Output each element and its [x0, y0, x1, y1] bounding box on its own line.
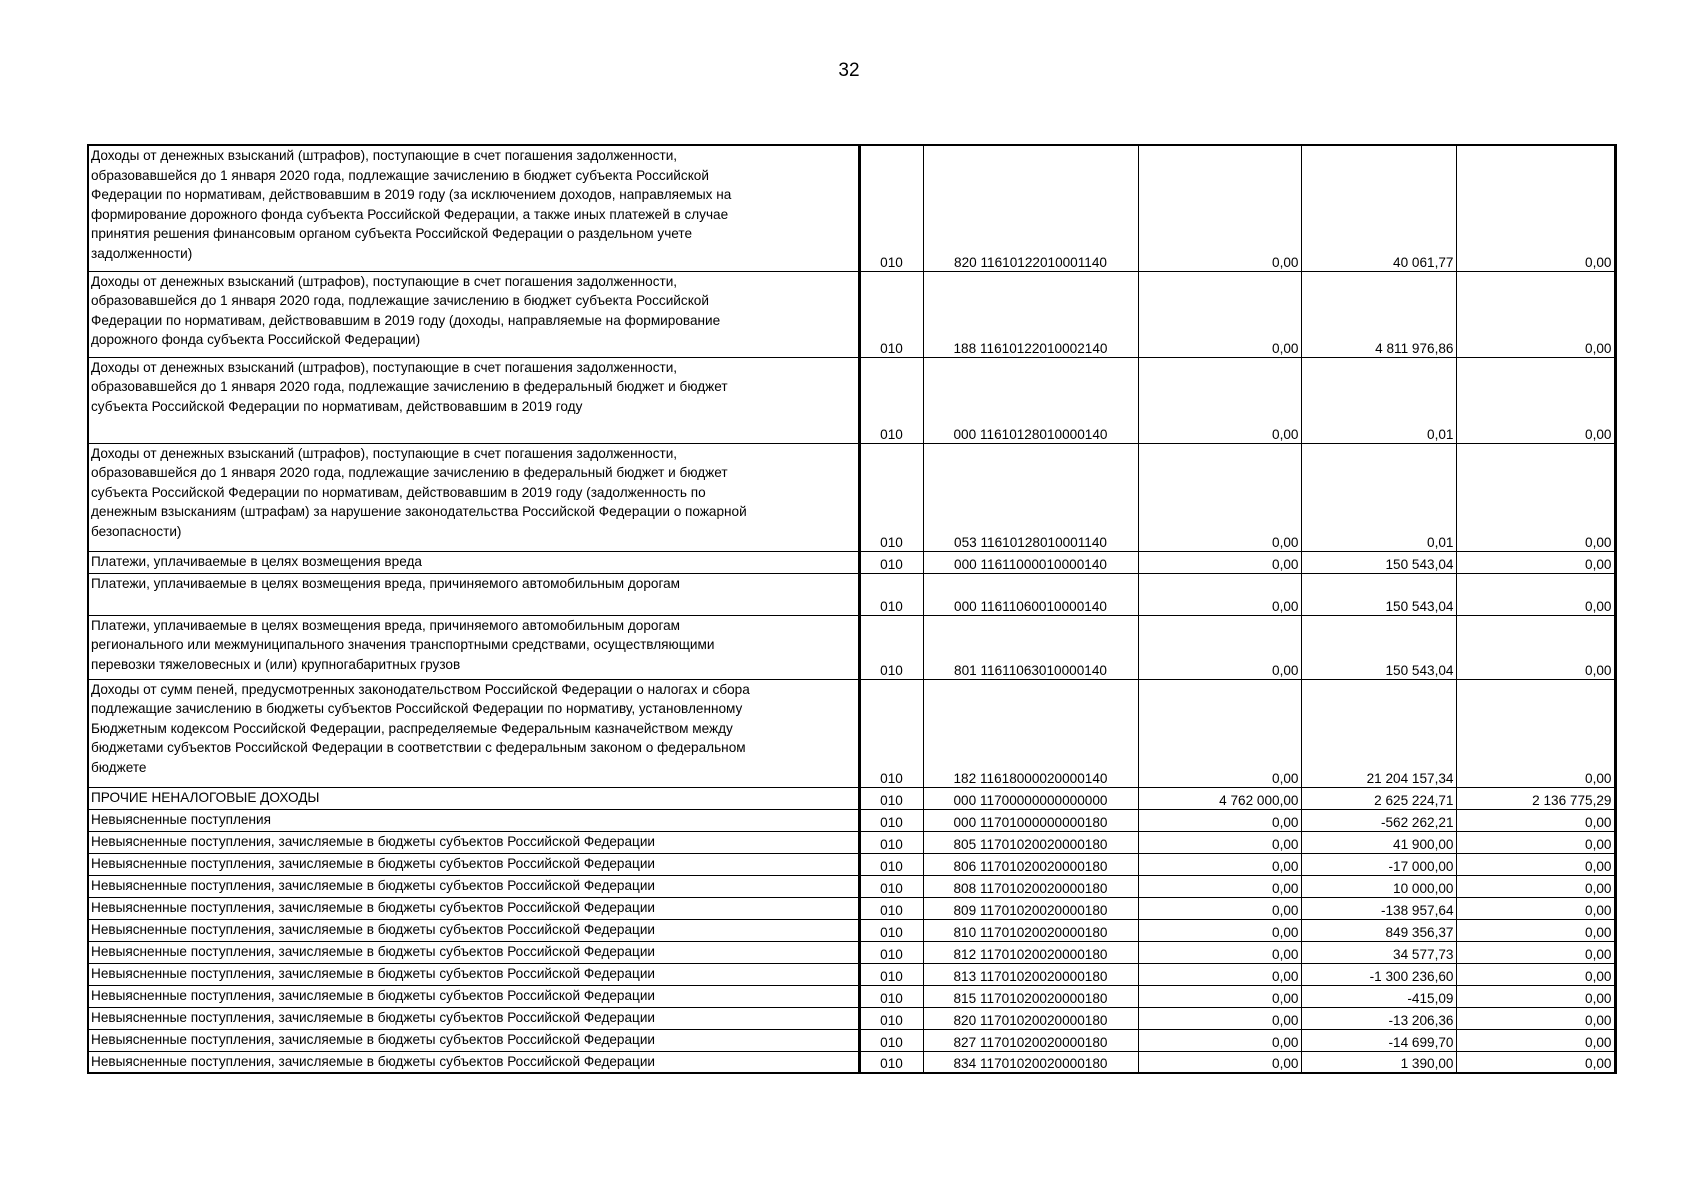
row-line-code: 010 — [859, 357, 923, 443]
description-line: регионального или межмуниципального значения транспортными средствами, осуществляющими — [91, 637, 715, 653]
table-row — [88, 919, 1615, 941]
table-row — [88, 443, 1615, 551]
row-approved-value: 0,00 — [1138, 809, 1301, 831]
row-revenue-code: 801 11611063010000140 — [923, 615, 1138, 679]
row-approved-value: 0,00 — [1138, 919, 1301, 941]
row-description — [88, 853, 859, 875]
row-approved-value: 0,00 — [1138, 875, 1301, 897]
table-row — [88, 357, 1615, 443]
row-revenue-code: 810 11701020020000180 — [923, 919, 1138, 941]
table-row — [88, 679, 1615, 787]
row-line-code: 010 — [859, 615, 923, 679]
row-unexecuted-value: 0,00 — [1456, 145, 1615, 271]
row-approved-value: 0,00 — [1138, 941, 1301, 963]
row-line-code: 010 — [859, 963, 923, 985]
description-line: задолженности) — [91, 245, 193, 261]
table-body — [88, 145, 1615, 1073]
row-line-code: 010 — [859, 809, 923, 831]
row-executed-value: 1 390,00 — [1301, 1051, 1456, 1073]
description-line: Доходы от денежных взысканий (штрафов), поступающие в счет погашения задолженности, — [91, 273, 678, 289]
row-revenue-code: 182 11618000020000140 — [923, 679, 1138, 787]
table-row — [88, 985, 1615, 1007]
table-row — [88, 897, 1615, 919]
row-line-code: 010 — [859, 573, 923, 615]
row-description — [88, 809, 859, 831]
row-revenue-code: 827 11701020020000180 — [923, 1029, 1138, 1051]
row-executed-value: -1 300 236,60 — [1301, 963, 1456, 985]
description-line: дорожного фонда субъекта Российской Федерации) — [91, 332, 421, 348]
row-revenue-code: 805 11701020020000180 — [923, 831, 1138, 853]
table-row — [88, 551, 1615, 573]
row-executed-value: 34 577,73 — [1301, 941, 1456, 963]
description-line: образовавшейся до 1 января 2020 года, подлежащие зачислению в бюджет субъекта Российской — [91, 293, 709, 309]
row-executed-value: 40 061,77 — [1301, 145, 1456, 271]
row-executed-value: -415,09 — [1301, 985, 1456, 1007]
description-line: бюджетами субъектов Российской Федерации в соответствии с федеральным законом о федеральном — [91, 740, 746, 756]
row-approved-value: 0,00 — [1138, 831, 1301, 853]
row-unexecuted-value: 0,00 — [1456, 1007, 1615, 1029]
description-line: безопасности) — [91, 523, 182, 539]
description-line: Невыясненные поступления, зачисляемые в бюджеты субъектов Российской Федерации — [91, 877, 656, 893]
row-line-code: 010 — [859, 551, 923, 573]
row-line-code: 010 — [859, 831, 923, 853]
row-unexecuted-value: 0,00 — [1456, 809, 1615, 831]
row-line-code: 010 — [859, 941, 923, 963]
row-approved-value: 0,00 — [1138, 271, 1301, 357]
row-approved-value: 0,00 — [1138, 551, 1301, 573]
description-line: Федерации по нормативам, действовавшим в 2019 году (за исключением доходов, направляемых на — [91, 187, 732, 203]
row-unexecuted-value: 0,00 — [1456, 853, 1615, 875]
row-executed-value: -562 262,21 — [1301, 809, 1456, 831]
row-description — [88, 271, 859, 357]
description-line: Невыясненные поступления, зачисляемые в бюджеты субъектов Российской Федерации — [91, 855, 656, 871]
table-row — [88, 787, 1615, 809]
row-revenue-code: 806 11701020020000180 — [923, 853, 1138, 875]
table-row — [88, 831, 1615, 853]
description-line: Доходы от денежных взысканий (штрафов), поступающие в счет погашения задолженности, — [91, 445, 678, 461]
row-line-code: 010 — [859, 1051, 923, 1073]
row-line-code: 010 — [859, 853, 923, 875]
row-approved-value: 0,00 — [1138, 679, 1301, 787]
row-unexecuted-value: 0,00 — [1456, 1051, 1615, 1073]
table-row — [88, 1029, 1615, 1051]
table-row — [88, 1007, 1615, 1029]
row-executed-value: 10 000,00 — [1301, 875, 1456, 897]
row-description — [88, 985, 859, 1007]
row-revenue-code: 000 11700000000000000 — [923, 787, 1138, 809]
row-line-code: 010 — [859, 443, 923, 551]
row-executed-value: 21 204 157,34 — [1301, 679, 1456, 787]
row-line-code: 010 — [859, 271, 923, 357]
row-executed-value: -17 000,00 — [1301, 853, 1456, 875]
row-approved-value: 0,00 — [1138, 853, 1301, 875]
description-line: Невыясненные поступления — [91, 811, 271, 827]
row-description — [88, 615, 859, 679]
row-line-code: 010 — [859, 145, 923, 271]
table-row — [88, 615, 1615, 679]
row-unexecuted-value: 0,00 — [1456, 357, 1615, 443]
description-line: Бюджетным кодексом Российской Федерации, распределяемые Федеральным казначейством между — [91, 720, 733, 736]
row-description — [88, 551, 859, 573]
row-description — [88, 831, 859, 853]
row-description — [88, 1029, 859, 1051]
row-revenue-code: 815 11701020020000180 — [923, 985, 1138, 1007]
table-row — [88, 573, 1615, 615]
row-revenue-code: 820 11610122010001140 — [923, 145, 1138, 271]
description-line: Доходы от денежных взысканий (штрафов), поступающие в счет погашения задолженности, — [91, 359, 678, 375]
table-row — [88, 809, 1615, 831]
row-line-code: 010 — [859, 1007, 923, 1029]
description-line: ПРОЧИЕ НЕНАЛОГОВЫЕ ДОХОДЫ — [91, 789, 320, 805]
row-executed-value: 849 356,37 — [1301, 919, 1456, 941]
row-revenue-code: 053 11610128010001140 — [923, 443, 1138, 551]
description-line: Федерации по нормативам, действовавшим в 2019 году (доходы, направляемые на формирование — [91, 312, 721, 328]
table-row — [88, 853, 1615, 875]
description-line: денежным взысканиям (штрафам) за нарушение законодательства Российской Федерации о пожарной — [91, 504, 747, 520]
row-revenue-code: 000 11611000010000140 — [923, 551, 1138, 573]
row-revenue-code: 000 11611060010000140 — [923, 573, 1138, 615]
description-line: формирование дорожного фонда субъекта Российской Федерации, а также иных платежей в случае — [91, 206, 729, 222]
description-line: образовавшейся до 1 января 2020 года, подлежащие зачислению в бюджет субъекта Российской — [91, 167, 709, 183]
description-line: Доходы от сумм пеней, предусмотренных законодательством Российской Федерации о налогах и сбора — [91, 681, 750, 697]
description-line: субъекта Российской Федерации по нормативам, действовавшим в 2019 году — [91, 398, 583, 414]
description-line: Невыясненные поступления, зачисляемые в бюджеты субъектов Российской Федерации — [91, 1031, 656, 1047]
row-unexecuted-value: 2 136 775,29 — [1456, 787, 1615, 809]
row-executed-value: 4 811 976,86 — [1301, 271, 1456, 357]
row-description — [88, 145, 859, 271]
row-revenue-code: 000 11610128010000140 — [923, 357, 1138, 443]
row-executed-value: 0,01 — [1301, 443, 1456, 551]
description-line: Невыясненные поступления, зачисляемые в бюджеты субъектов Российской Федерации — [91, 833, 656, 849]
row-unexecuted-value: 0,00 — [1456, 985, 1615, 1007]
description-line: Невыясненные поступления, зачисляемые в бюджеты субъектов Российской Федерации — [91, 965, 656, 981]
row-approved-value: 0,00 — [1138, 443, 1301, 551]
row-unexecuted-value: 0,00 — [1456, 875, 1615, 897]
description-line: Платежи, уплачиваемые в целях возмещения вреда, причиняемого автомобильным дорогам — [91, 575, 681, 591]
row-approved-value: 4 762 000,00 — [1138, 787, 1301, 809]
table-row — [88, 941, 1615, 963]
row-description — [88, 941, 859, 963]
row-executed-value: -138 957,64 — [1301, 897, 1456, 919]
row-line-code: 010 — [859, 679, 923, 787]
row-unexecuted-value: 0,00 — [1456, 615, 1615, 679]
row-revenue-code: 809 11701020020000180 — [923, 897, 1138, 919]
row-description — [88, 875, 859, 897]
row-revenue-code: 808 11701020020000180 — [923, 875, 1138, 897]
row-approved-value: 0,00 — [1138, 573, 1301, 615]
row-unexecuted-value: 0,00 — [1456, 573, 1615, 615]
description-line: Невыясненные поступления, зачисляемые в бюджеты субъектов Российской Федерации — [91, 987, 656, 1003]
row-description — [88, 897, 859, 919]
row-description — [88, 679, 859, 787]
table-row — [88, 271, 1615, 357]
row-executed-value: 0,01 — [1301, 357, 1456, 443]
row-unexecuted-value: 0,00 — [1456, 271, 1615, 357]
row-executed-value: 150 543,04 — [1301, 551, 1456, 573]
row-unexecuted-value: 0,00 — [1456, 919, 1615, 941]
row-description — [88, 1051, 859, 1073]
row-line-code: 010 — [859, 787, 923, 809]
row-approved-value: 0,00 — [1138, 1007, 1301, 1029]
description-line: образовавшейся до 1 января 2020 года, подлежащие зачислению в федеральный бюджет и бюджет — [91, 379, 728, 395]
description-line: Невыясненные поступления, зачисляемые в бюджеты субъектов Российской Федерации — [91, 921, 656, 937]
row-description — [88, 1007, 859, 1029]
row-unexecuted-value: 0,00 — [1456, 551, 1615, 573]
description-line: принятия решения финансовым органом субъекта Российской Федерации о раздельном учете — [91, 226, 693, 242]
row-executed-value: 150 543,04 — [1301, 573, 1456, 615]
description-line: подлежащие зачислению в бюджеты субъектов Российской Федерации по нормативу, установленному — [91, 701, 743, 717]
row-unexecuted-value: 0,00 — [1456, 941, 1615, 963]
description-line: субъекта Российской Федерации по нормативам, действовавшим в 2019 году (задолженность по — [91, 484, 706, 500]
row-revenue-code: 812 11701020020000180 — [923, 941, 1138, 963]
description-line: Невыясненные поступления, зачисляемые в бюджеты субъектов Российской Федерации — [91, 943, 656, 959]
description-line: образовавшейся до 1 января 2020 года, подлежащие зачислению в федеральный бюджет и бюджет — [91, 465, 728, 481]
row-unexecuted-value: 0,00 — [1456, 963, 1615, 985]
description-line: Невыясненные поступления, зачисляемые в бюджеты субъектов Российской Федерации — [91, 1053, 656, 1069]
row-description — [88, 443, 859, 551]
row-unexecuted-value: 0,00 — [1456, 443, 1615, 551]
row-description — [88, 919, 859, 941]
description-line: перевозки тяжеловесных и (или) крупногабаритных грузов — [91, 656, 461, 672]
row-description — [88, 963, 859, 985]
row-approved-value: 0,00 — [1138, 145, 1301, 271]
row-executed-value: 150 543,04 — [1301, 615, 1456, 679]
row-line-code: 010 — [859, 875, 923, 897]
row-line-code: 010 — [859, 897, 923, 919]
row-unexecuted-value: 0,00 — [1456, 679, 1615, 787]
row-executed-value: 41 900,00 — [1301, 831, 1456, 853]
row-revenue-code: 813 11701020020000180 — [923, 963, 1138, 985]
table-row — [88, 145, 1615, 271]
row-line-code: 010 — [859, 919, 923, 941]
table-row — [88, 963, 1615, 985]
row-approved-value: 0,00 — [1138, 615, 1301, 679]
row-approved-value: 0,00 — [1138, 897, 1301, 919]
row-unexecuted-value: 0,00 — [1456, 831, 1615, 853]
row-line-code: 010 — [859, 985, 923, 1007]
row-approved-value: 0,00 — [1138, 985, 1301, 1007]
row-description — [88, 357, 859, 443]
row-executed-value: -14 699,70 — [1301, 1029, 1456, 1051]
row-executed-value: -13 206,36 — [1301, 1007, 1456, 1029]
row-unexecuted-value: 0,00 — [1456, 1029, 1615, 1051]
description-line: Доходы от денежных взысканий (штрафов), поступающие в счет погашения задолженности, — [91, 148, 678, 163]
revenue-table — [87, 144, 1617, 1074]
row-approved-value: 0,00 — [1138, 1051, 1301, 1073]
row-line-code: 010 — [859, 1029, 923, 1051]
row-description — [88, 573, 859, 615]
page-number: 32 — [838, 60, 860, 81]
row-revenue-code: 834 11701020020000180 — [923, 1051, 1138, 1073]
table-row — [88, 1051, 1615, 1073]
row-approved-value: 0,00 — [1138, 1029, 1301, 1051]
description-line: Невыясненные поступления, зачисляемые в бюджеты субъектов Российской Федерации — [91, 899, 656, 915]
description-line: бюджете — [91, 759, 147, 775]
row-revenue-code: 188 11610122010002140 — [923, 271, 1138, 357]
row-approved-value: 0,00 — [1138, 963, 1301, 985]
row-description — [88, 787, 859, 809]
row-approved-value: 0,00 — [1138, 357, 1301, 443]
description-line: Невыясненные поступления, зачисляемые в бюджеты субъектов Российской Федерации — [91, 1009, 656, 1025]
row-executed-value: 2 625 224,71 — [1301, 787, 1456, 809]
row-unexecuted-value: 0,00 — [1456, 897, 1615, 919]
table-row — [88, 875, 1615, 897]
description-line: Платежи, уплачиваемые в целях возмещения вреда, причиняемого автомобильным дорогам — [91, 617, 681, 633]
row-revenue-code: 000 11701000000000180 — [923, 809, 1138, 831]
row-revenue-code: 820 11701020020000180 — [923, 1007, 1138, 1029]
description-line: Платежи, уплачиваемые в целях возмещения вреда — [91, 553, 422, 569]
